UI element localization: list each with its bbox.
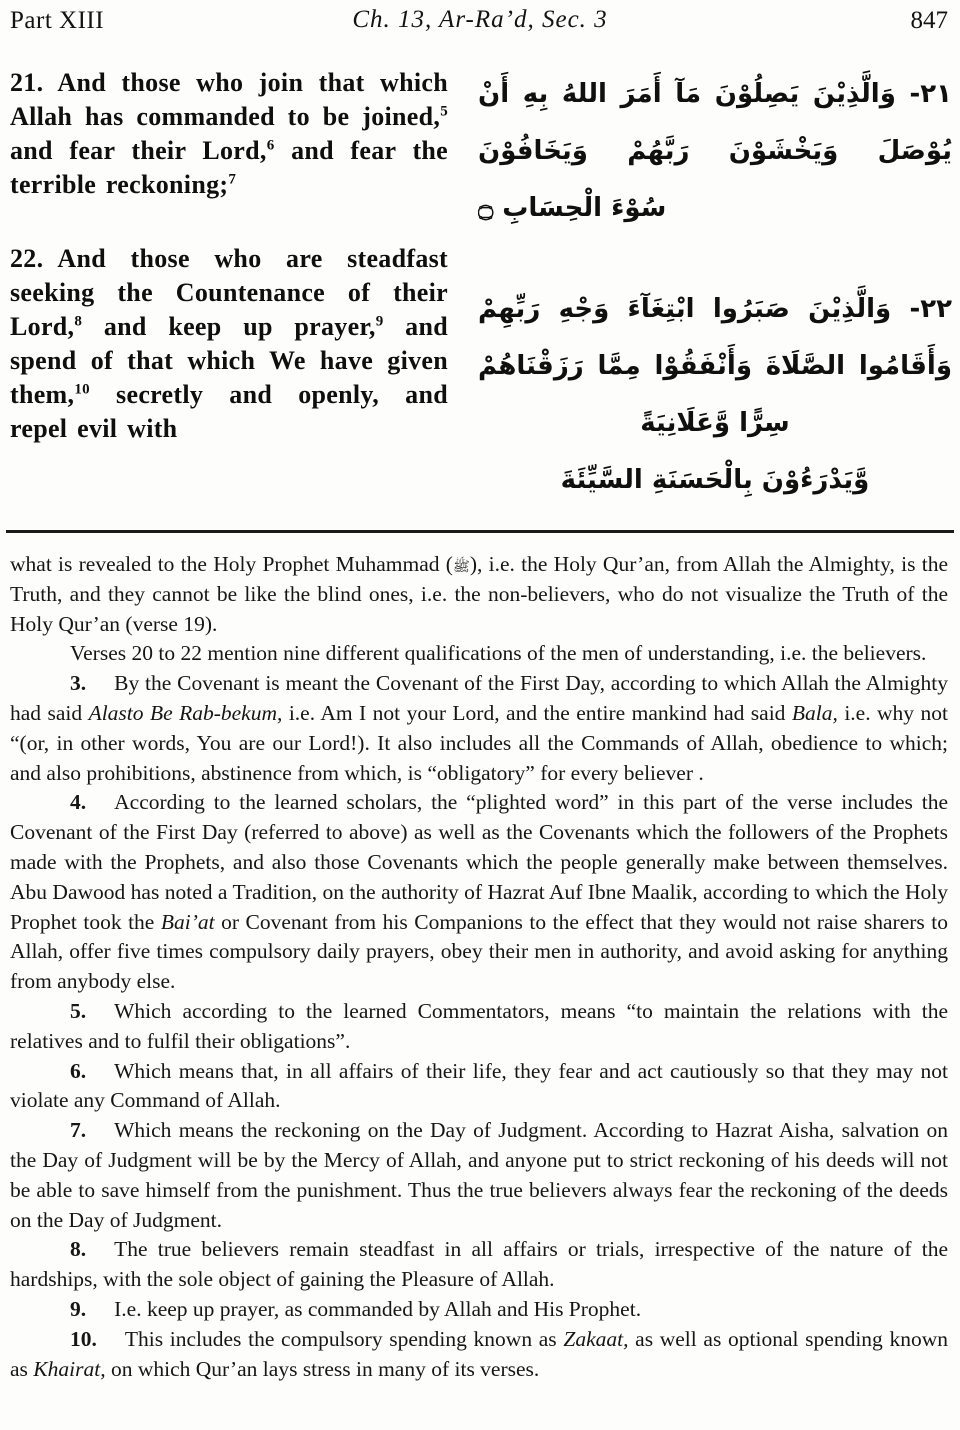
text-segment: The true believers remain steadfast in all affairs or trials, irrespective of the nature of the hardships, with the sole object of gaining the Pleasure of Allah. — [10, 1237, 948, 1292]
footnote-number: 9. — [70, 1296, 87, 1321]
text-segment: Which means the reckoning on the Day of Judgment. According to Hazrat Aisha, salvation on the Day of Judgment will be by the Mercy of Allah, and anyone put to strict reckoning of his deeds will not be able to save himself from the punishment. Thus the true believers always fear the reckoning of the deeds on the Day of Judgment. — [10, 1118, 948, 1232]
footnote-text — [10, 552, 948, 636]
text-segment: and fear their Lord, — [10, 136, 267, 165]
footnote-text — [10, 671, 948, 784]
text-segment: secretly and openly, and repel evil with — [10, 380, 448, 443]
footnote-paragraph — [10, 997, 948, 1057]
pbuh-symbol: ﷺ — [452, 559, 470, 575]
footnotes-section — [0, 533, 960, 1384]
text-segment: According to the learned scholars, the “plighted word” in this part of the verse includes the Covenant of the First Day (referred to above) as well as the Covenants which the followers of the Prophets made with the Prophets, and also those Covenants which the people generally make between themselves. Abu Dawood has noted a Tradition, on the authority of Hazrat Auf Ibne Maalik, according to which the Holy Prophet took the — [10, 790, 948, 934]
arabic-line: سُوْءَ الْحِسَابِ ۝ — [478, 193, 667, 223]
text-segment: i.e. why not “(or, in other words, You are our Lord!). It also includes all the Commands of Allah, obedience to which; and also prohibitions, abstinence from which, is “obligatory” for every believer . — [10, 700, 948, 785]
footnote-number: 3. — [70, 671, 87, 696]
text-segment: I.e. keep up prayer, as commanded by Allah and His Prophet. — [114, 1296, 642, 1321]
footnote-paragraph — [10, 550, 948, 639]
footnote-paragraph — [10, 669, 948, 788]
footnote-ref: 10 — [74, 381, 90, 398]
footnote-ref: 9 — [375, 313, 384, 330]
text-segment: on which Qur’an lays stress in many of its verses. — [105, 1356, 540, 1381]
text-segment: And those who join that which Allah has commanded to be joined, — [10, 68, 448, 131]
footnote-text — [70, 1297, 641, 1321]
footnote-number: 5. — [70, 998, 87, 1023]
verse-number: 21. — [10, 68, 44, 97]
text-segment: Bala, — [791, 700, 838, 725]
text-segment: Bai’at — [160, 909, 215, 934]
text-segment: Zakaat, — [563, 1326, 629, 1351]
text-segment: Which according to the learned Commentators, means “to maintain the relations with the relatives and to fulfil their obligations”. — [10, 998, 948, 1053]
arabic-text-column — [448, 66, 952, 530]
footnote-text — [70, 641, 926, 665]
verse-22-english — [10, 242, 448, 446]
text-segment: Alasto Be Rab-bekum, — [88, 700, 283, 725]
text-segment: and keep up prayer, — [82, 312, 376, 341]
footnote-paragraph — [10, 1116, 948, 1235]
text-segment: and spend of that which We have given them, — [10, 312, 448, 409]
footnote-text — [10, 1059, 948, 1113]
footnote-paragraph — [10, 639, 948, 669]
verse-number: 22. — [10, 244, 44, 273]
verse-21-arabic — [478, 66, 952, 237]
text-segment: ), i.e. the Holy Qur’an, from Allah the Almighty, is the Truth, and they cannot be like the blind ones, i.e. the non-believers, who do not visualize the Truth of the Holy Qur’an (verse 19). — [10, 552, 948, 636]
text-segment: By the Covenant is meant the Covenant of the First Day, according to which Allah the Almighty had said — [10, 671, 948, 725]
verse-21-english — [10, 66, 448, 202]
page-header — [0, 0, 960, 44]
text-segment: Which means that, in all affairs of their life, they fear and act cautiously so that they may not violate any Command of Allah. — [10, 1058, 948, 1113]
text-segment: This includes the compulsory spending known as — [124, 1326, 564, 1351]
footnote-number: 4. — [70, 790, 87, 815]
arabic-line: سِرًّا وَّعَلَانِيَةً — [640, 408, 790, 438]
arabic-line: ٢٢- وَالَّذِيْنَ صَبَرُوا ابْتِغَآءَ وَجْهِ رَبِّهِمْ — [478, 294, 952, 324]
text-segment: what is revealed to the Holy Prophet Muhammad ( — [10, 552, 453, 576]
footnote-paragraph — [10, 1235, 948, 1295]
footnote-paragraph — [10, 1295, 948, 1325]
text-segment: Verses 20 to 22 mention nine different qualifications of the men of understanding, i.e. the believers. — [70, 641, 927, 666]
verses-section — [0, 44, 960, 530]
footnote-text — [10, 999, 948, 1053]
arabic-line: وَأَقَامُوا الصَّلَاةَ وَأَنْفَقُوْا مِمَّا رَزَقْنَاهُمْ — [478, 351, 952, 381]
footnote-ref: 8 — [74, 313, 83, 330]
footnote-number: 6. — [70, 1058, 87, 1083]
footnote-number: 8. — [70, 1237, 87, 1262]
arabic-line: وَّيَدْرَءُوْنَ بِالْحَسَنَةِ السَّيِّئَةَ — [560, 465, 870, 495]
footnote-number: 10. — [70, 1326, 97, 1351]
footnote-text — [10, 1327, 948, 1381]
footnote-number: 7. — [70, 1118, 87, 1143]
footnote-text — [10, 1118, 948, 1231]
footnote-paragraph — [10, 788, 948, 997]
text-segment: Khairat, — [33, 1356, 106, 1381]
part-label: Part XIII — [10, 7, 105, 34]
footnote-ref: 7 — [228, 171, 237, 188]
footnote-text — [10, 790, 948, 993]
english-translation-column — [10, 66, 448, 530]
text-segment: and fear the terrible reckoning; — [10, 136, 449, 199]
verse-22-arabic — [478, 281, 952, 509]
text-segment: or Covenant from his Companions to the effect that they would not raise sharers to Allah, offer five times compulsory daily prayers, obey their men in authority, and avoid asking for anything from anybody else. — [10, 909, 948, 994]
footnote-ref: 5 — [440, 103, 448, 120]
arabic-line: ٢١- وَالَّذِيْنَ يَصِلُوْنَ مَآ أَمَرَ اللهُ بِهِ أَنْ — [478, 79, 952, 109]
footnote-paragraph — [10, 1057, 948, 1117]
footnote-paragraph — [10, 1325, 948, 1385]
text-segment: i.e. Am I not your Lord, and the entire mankind had said — [282, 700, 792, 725]
arabic-line: يُوْصَلَ وَيَخْشَوْنَ رَبَّهُمْ وَيَخَافُوْنَ — [478, 136, 952, 166]
footnote-text — [10, 1237, 948, 1291]
text-segment: as well as optional spending known as — [10, 1326, 948, 1381]
page-number: 847 — [910, 7, 948, 34]
text-segment: And those who are steadfast seeking the Countenance of their Lord, — [10, 244, 448, 341]
chapter-title: Ch. 13, Ar-Ra’d, Sec. 3 — [352, 6, 608, 33]
footnote-ref: 6 — [266, 137, 275, 154]
